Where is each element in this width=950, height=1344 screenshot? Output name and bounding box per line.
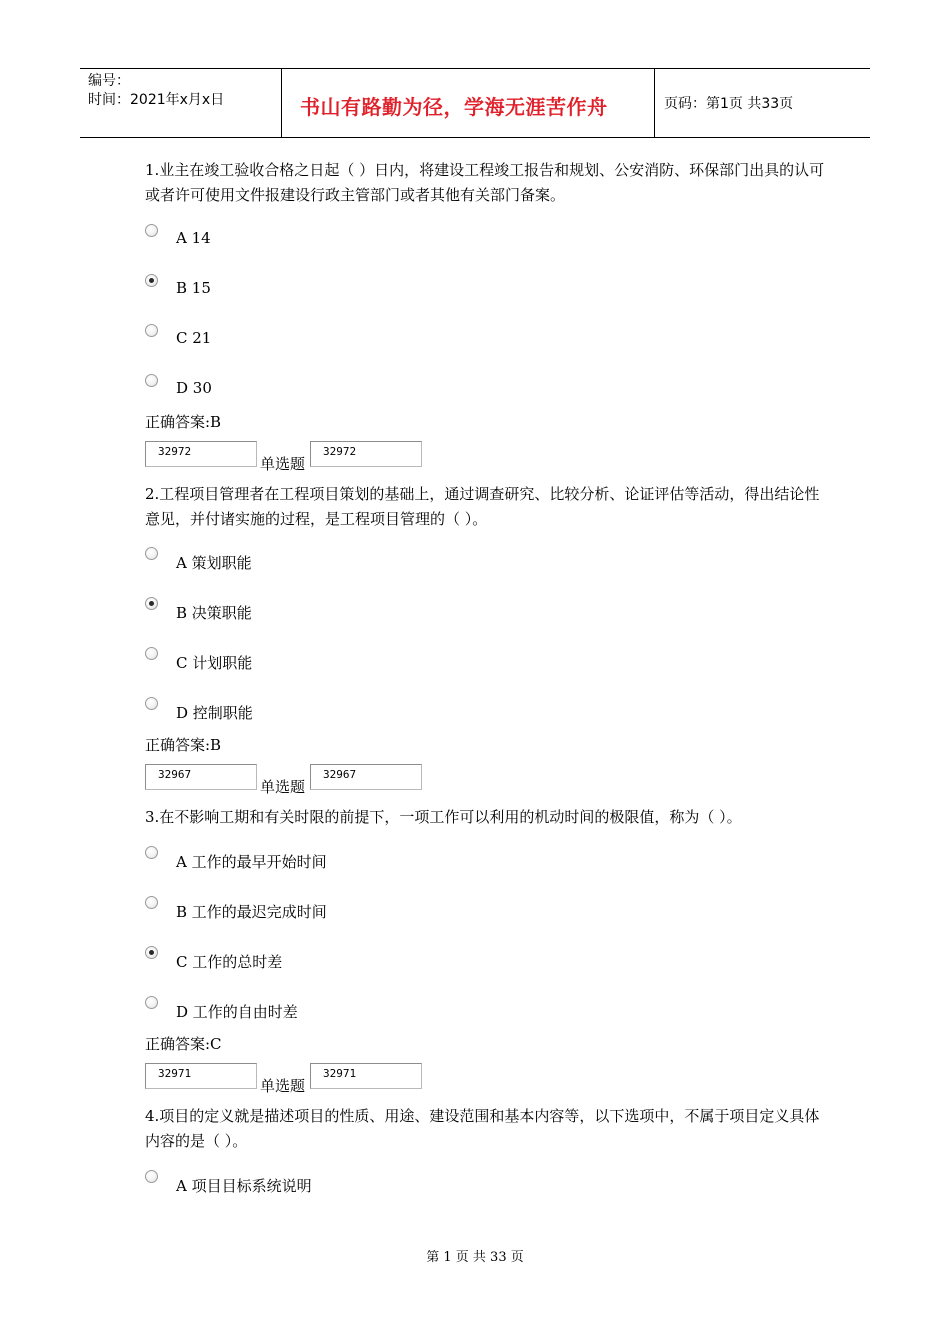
radio-button[interactable] [145,697,158,710]
question-type-label: 单选题 [260,778,306,796]
radio-button-checked[interactable] [145,597,158,610]
page-header [80,68,870,138]
question-id-field[interactable] [145,441,257,467]
question-id-value: 32972 [323,445,357,458]
option-label: A 策划职能 [176,554,252,572]
radio-button-checked[interactable] [145,946,158,959]
question-id-value: 32972 [158,445,192,458]
question-2-text: 2.工程项目管理者在工程项目策划的基础上，通过调查研究、比较分析、论证评估等活动，得出结论性意见，并付诸实施的过程，是工程项目管理的（ ）。 [145,485,820,528]
option-label: A 项目目标系统说明 [176,1177,312,1195]
option-label: B 15 [176,279,211,297]
option-label: D 30 [176,379,212,397]
question-id-value: 32967 [323,768,357,781]
question-type-label: 单选题 [260,455,306,473]
radio-button[interactable] [145,374,158,387]
document-date-label: 时间：2021年x月x日 [88,92,225,108]
radio-button[interactable] [145,647,158,660]
question-3-id-row [145,1063,445,1095]
radio-button-checked[interactable] [145,274,158,287]
option-label: A 14 [176,229,211,247]
question-1-text: 1.业主在竣工验收合格之日起（ ）日内，将建设工程竣工报告和规划、公安消防、环保部门出具的认可或者许可使用文件报建设行政主管部门或者其他有关部门备案。 [145,161,825,204]
question-id-value: 32971 [323,1067,357,1080]
option-label: C 计划职能 [176,654,253,672]
question-id-field-2[interactable] [310,1063,422,1089]
option-label: C 21 [176,329,212,347]
radio-button[interactable] [145,224,158,237]
radio-button[interactable] [145,547,158,560]
radio-button[interactable] [145,846,158,859]
question-id-value: 32971 [158,1067,192,1080]
option-label: B 工作的最迟完成时间 [176,903,327,921]
question-id-field-2[interactable] [310,441,422,467]
header-motto-cell [282,69,655,137]
question-1-id-row [145,441,445,473]
option-label: D 控制职能 [176,704,253,722]
header-page-info: 页码：第1页 共33页 [664,96,794,112]
radio-button[interactable] [145,324,158,337]
question-type-label: 单选题 [260,1077,306,1095]
question-2-answer: 正确答案:B [145,736,222,754]
question-4-text: 4.项目的定义就是描述项目的性质、用途、建设范围和基本内容等，以下选项中，不属于项目定义具体内容的是（ ）。 [145,1107,820,1150]
question-id-field[interactable] [145,1063,257,1089]
question-id-field-2[interactable] [310,764,422,790]
question-3-answer: 正确答案:C [145,1035,222,1053]
option-label: B 决策职能 [176,604,252,622]
page-footer: 第 1 页 共 33 页 [426,1250,524,1265]
question-3-text: 3.在不影响工期和有关时限的前提下，一项工作可以利用的机动时间的极限值，称为（ ）。 [145,808,742,826]
question-id-field[interactable] [145,764,257,790]
document-number-label: 编号： [88,73,130,89]
option-label: A 工作的最早开始时间 [176,853,327,871]
radio-button[interactable] [145,896,158,909]
radio-button[interactable] [145,1170,158,1183]
question-id-value: 32967 [158,768,192,781]
option-label: D 工作的自由时差 [176,1003,298,1021]
question-1-answer: 正确答案:B [145,413,222,431]
header-meta-cell [80,69,282,137]
header-motto: 书山有路勤为径，学海无涯苦作舟 [300,95,608,119]
question-2-id-row [145,764,445,796]
option-label: C 工作的总时差 [176,953,283,971]
radio-button[interactable] [145,996,158,1009]
